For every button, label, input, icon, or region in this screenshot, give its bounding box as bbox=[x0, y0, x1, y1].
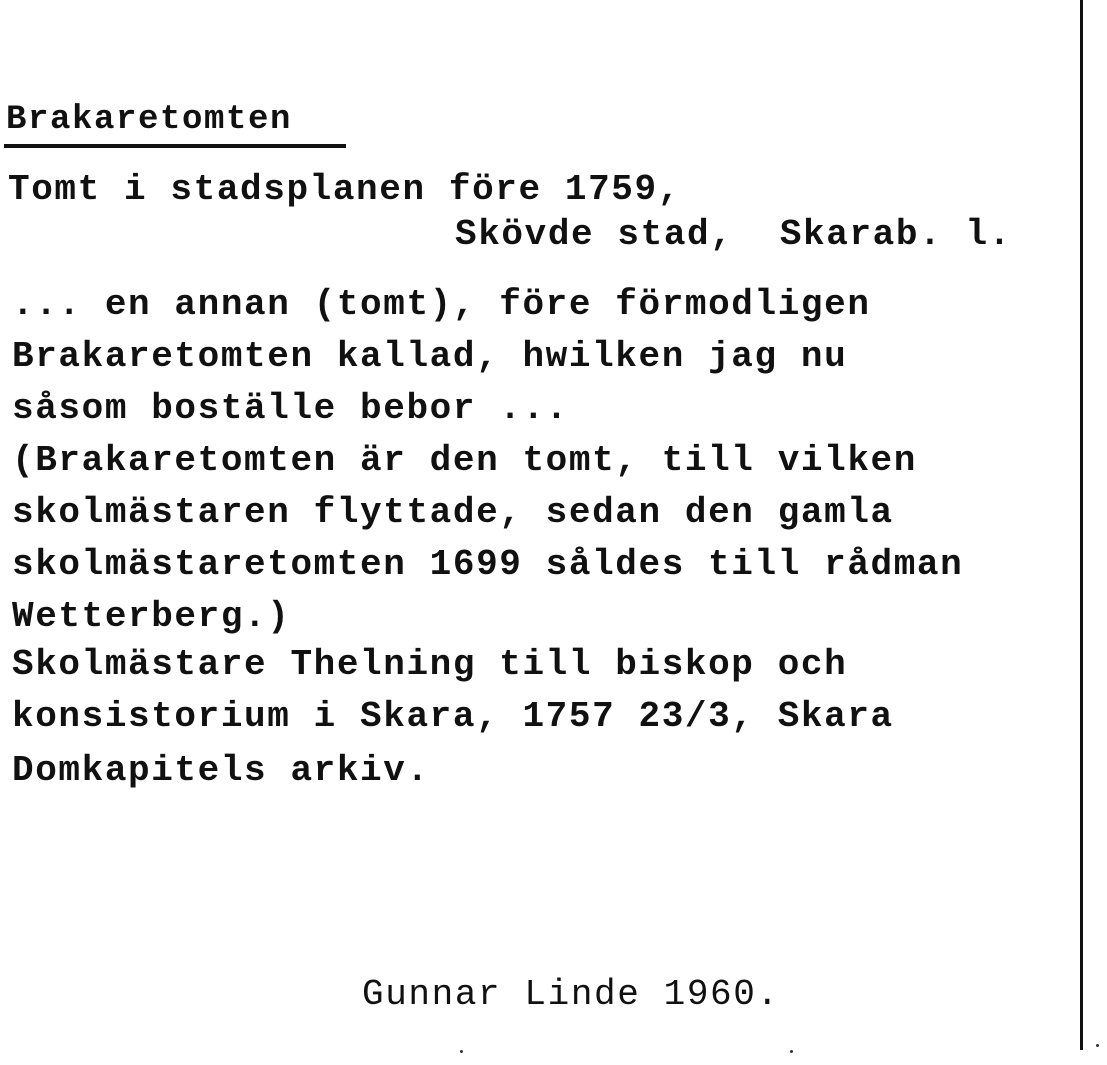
card-right-edge bbox=[1080, 0, 1083, 1050]
body-line: skolmästaren flyttade, sedan den gamla bbox=[12, 492, 894, 533]
body-line: Skolmästare Thelning till biskop och bbox=[12, 644, 848, 685]
body-line: Brakaretomten kallad, hwilken jag nu bbox=[12, 336, 848, 377]
scan-speck bbox=[790, 1050, 793, 1053]
body-line: skolmästaretomten 1699 såldes till rådman bbox=[12, 544, 964, 585]
body-line: Wetterberg.) bbox=[12, 596, 291, 637]
subtitle-line-1: Tomt i stadsplanen före 1759, bbox=[8, 169, 681, 210]
scan-speck bbox=[460, 1050, 463, 1053]
body-line: såsom boställe bebor ... bbox=[12, 388, 569, 429]
body-line: konsistorium i Skara, 1757 23/3, Skara bbox=[12, 696, 894, 737]
signature: Gunnar Linde 1960. bbox=[362, 974, 780, 1015]
subtitle-line-2: Skövde stad, Skarab. l. bbox=[455, 214, 1012, 255]
title-underline bbox=[4, 144, 346, 148]
body-line: Domkapitels arkiv. bbox=[12, 750, 430, 791]
body-line: ... en annan (tomt), före förmodligen bbox=[12, 284, 871, 325]
body-line: (Brakaretomten är den tomt, till vilken bbox=[12, 440, 917, 481]
scan-speck bbox=[1096, 1044, 1099, 1047]
card-title: Brakaretomten bbox=[6, 101, 293, 139]
